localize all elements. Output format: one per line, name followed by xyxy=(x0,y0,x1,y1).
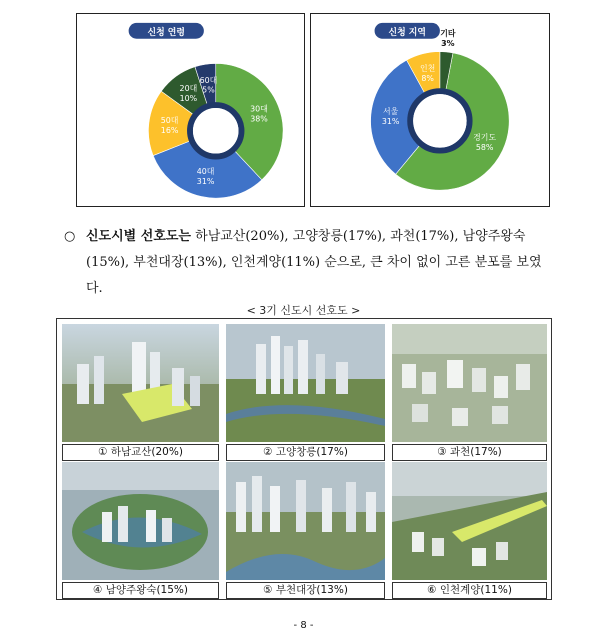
chart-region xyxy=(310,13,550,207)
slice-label-기타: 기타 3% xyxy=(440,29,456,49)
city-photo-1 xyxy=(62,324,219,442)
city-label-1: ① 하남교산(20%) xyxy=(62,444,219,461)
slice-label-40대: 40대 31% xyxy=(196,167,215,187)
slice-label-인천: 인천 8% xyxy=(420,63,436,83)
figure-caption: < 3기 신도시 선호도 > xyxy=(246,304,361,317)
chart-age-svg xyxy=(77,14,304,206)
slice-label-경기도: 경기도 58% xyxy=(473,133,497,152)
city-label-2: ② 고양창릉(17%) xyxy=(226,444,385,461)
chart-1-center-hole xyxy=(413,94,466,147)
city-cell-1 xyxy=(59,321,222,461)
city-label-4: ④ 남양주왕숙(15%) xyxy=(62,582,219,599)
chart-age xyxy=(76,13,305,207)
city-label-6: ⑥ 인천계양(11%) xyxy=(392,582,547,599)
bullet-mark: ○ xyxy=(64,229,76,244)
page-number: - 8 - xyxy=(293,620,314,631)
city-label-5: ⑤ 부천대장(13%) xyxy=(226,582,385,599)
chart-1-title: 신청 지역 xyxy=(388,27,426,38)
city-label-3: ③ 과천(17%) xyxy=(392,444,547,461)
paragraph-text xyxy=(86,224,552,302)
city-photo-grid xyxy=(56,318,552,600)
slice-label-50대: 50대 16% xyxy=(160,115,179,135)
city-photo-5 xyxy=(226,462,385,580)
slice-label-서울: 서울 31% xyxy=(381,107,400,127)
city-cell-5 xyxy=(223,459,388,599)
city-cell-2 xyxy=(223,321,388,461)
paragraph-lead: 신도시별 선호도는 xyxy=(86,229,191,244)
city-cell-4 xyxy=(59,459,222,599)
city-photo-6 xyxy=(392,462,547,580)
chart-region-svg xyxy=(311,14,549,206)
slice-label-60대: 60대 5% xyxy=(199,75,218,95)
chart-0-title: 신청 연령 xyxy=(147,27,185,38)
slice-label-20대: 20대 10% xyxy=(179,84,198,104)
city-photo-3 xyxy=(392,324,547,442)
slice-label-30대: 30대 38% xyxy=(250,104,268,124)
chart-0-center-hole xyxy=(193,108,239,154)
paragraph-body: 하남교산(20%), 고양창릉(17%), 과천(17%), 남양주왕숙(15%), 부천대장(13%), 인천계양(11%) 순으로, 큰 차이 없이 고른 분포를 보였다. xyxy=(86,229,542,296)
city-photo-4 xyxy=(62,462,219,580)
city-cell-6 xyxy=(389,459,550,599)
city-cell-3 xyxy=(389,321,550,461)
city-photo-2 xyxy=(226,324,385,442)
